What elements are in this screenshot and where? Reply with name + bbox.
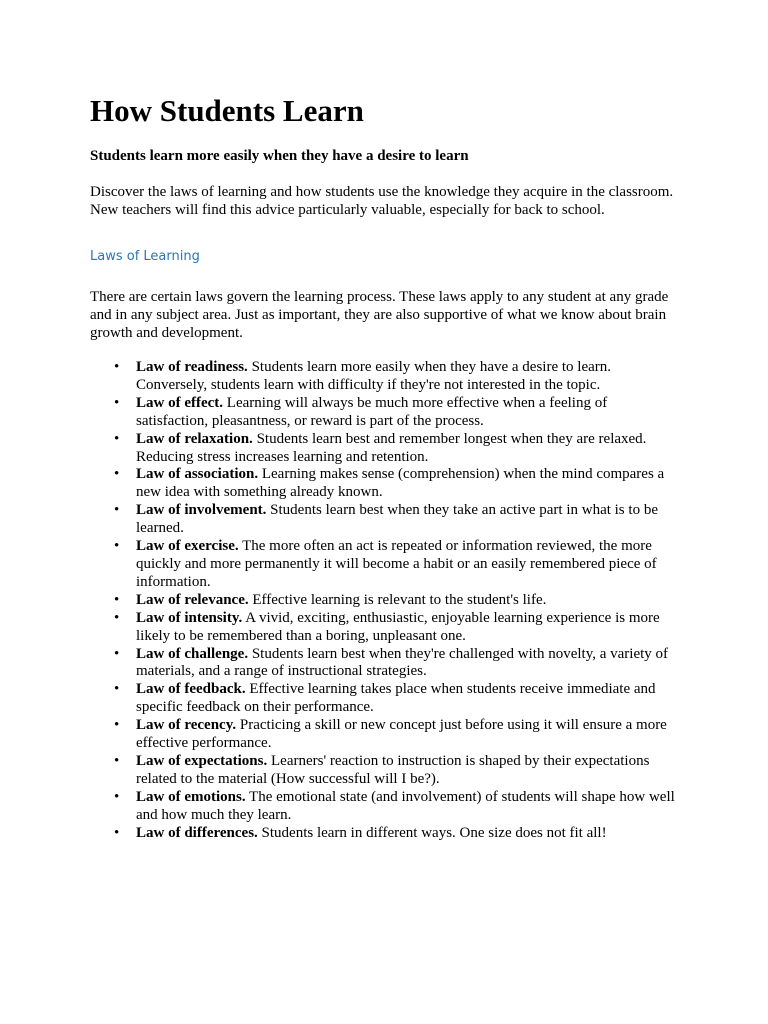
- bullet-icon: •: [114, 717, 120, 734]
- list-item: [90, 431, 690, 467]
- list-item: [90, 717, 690, 753]
- list-item-line: satisfaction, pleasantness, or reward is part of the process.: [136, 412, 484, 429]
- intro-line: New teachers will find this advice particularly valuable, especially for back to school.: [90, 202, 605, 218]
- law-name: Law of challenge.: [136, 645, 249, 662]
- list-item-line: new idea with something already known.: [136, 484, 383, 501]
- paragraph-line: and in any subject area. Just as important, they are also supportive of what we know about brain: [90, 307, 667, 323]
- section-heading: Laws of Learning: [90, 249, 200, 264]
- law-description: A vivid, exciting, enthusiastic, enjoyable learning experience is more: [242, 609, 660, 626]
- bullet-icon: •: [114, 430, 120, 447]
- law-description: Students learn more easily when they have a desire to learn.: [247, 359, 612, 375]
- list-item-line: [136, 789, 690, 807]
- page-title: How Students Learn: [90, 93, 364, 128]
- list-item-line: [136, 359, 690, 377]
- list-item: [90, 592, 690, 610]
- list-item-line: learned.: [136, 520, 184, 537]
- laws-list: [90, 359, 690, 842]
- law-description: Learning will always be much more effective when a feeling of: [223, 394, 608, 411]
- list-item-line: [136, 538, 690, 556]
- law-name: Law of feedback.: [136, 681, 246, 698]
- law-name: Law of emotions.: [136, 788, 246, 805]
- list-item-line: effective performance.: [136, 735, 272, 752]
- list-item-line: quickly and more permanently it will become a habit or an easily remembered piece of: [136, 555, 657, 572]
- law-name: Law of readiness.: [136, 359, 248, 375]
- list-item-line: and how much they learn.: [136, 806, 292, 823]
- list-item-line: [136, 825, 690, 843]
- law-name: Law of expectations.: [136, 752, 268, 769]
- paragraph-line: growth and development.: [90, 325, 243, 341]
- list-item: [90, 466, 690, 502]
- bullet-icon: •: [114, 752, 120, 769]
- bullet-icon: •: [114, 609, 120, 626]
- list-item-line: likely to be remembered than a boring, unpleasant one.: [136, 627, 466, 644]
- bullet-icon: •: [114, 824, 120, 841]
- law-description: Students learn best when they're challenged with novelty, a variety of: [248, 645, 669, 662]
- list-item-line: information.: [136, 573, 211, 590]
- bullet-icon: •: [114, 394, 120, 411]
- intro-line: Discover the laws of learning and how students use the knowledge they acquire in the classroom.: [90, 184, 674, 200]
- law-name: Law of exercise.: [136, 538, 239, 555]
- list-item-line: [136, 466, 690, 484]
- list-item: [90, 825, 690, 843]
- bullet-icon: •: [114, 591, 120, 608]
- list-item: [90, 646, 690, 682]
- law-description: Practicing a skill or new concept just before using it will ensure a more: [236, 717, 667, 734]
- list-item: [90, 502, 690, 538]
- law-description: The emotional state (and involvement) of students will shape how well: [245, 788, 675, 805]
- law-name: Law of relaxation.: [136, 430, 253, 447]
- law-name: Law of recency.: [136, 717, 237, 734]
- bullet-icon: •: [114, 645, 120, 662]
- page-subtitle: Students learn more easily when they have a desire to learn: [90, 148, 469, 164]
- list-item: [90, 395, 690, 431]
- bullet-icon: •: [114, 502, 120, 519]
- law-name: Law of intensity.: [136, 609, 243, 626]
- law-name: Law of relevance.: [136, 591, 249, 608]
- section-paragraph: [90, 288, 690, 342]
- bullet-icon: •: [114, 681, 120, 698]
- law-name: Law of differences.: [136, 824, 258, 841]
- paragraph-line: There are certain laws govern the learning process. These laws apply to any student at any grade: [90, 289, 669, 305]
- list-item: [90, 538, 690, 592]
- bullet-icon: •: [114, 788, 120, 805]
- law-description: Students learn in different ways. One size does not fit all!: [257, 824, 607, 841]
- list-item-line: [136, 717, 690, 735]
- law-description: Effective learning takes place when students receive immediate and: [245, 681, 656, 698]
- law-name: Law of involvement.: [136, 502, 267, 519]
- bullet-icon: •: [114, 359, 120, 375]
- list-item: [90, 610, 690, 646]
- list-item-line: Reducing stress increases learning and retention.: [136, 448, 429, 465]
- law-description: Learners' reaction to instruction is shaped by their expectations: [267, 752, 650, 769]
- list-item-line: [136, 395, 690, 413]
- law-description: Effective learning is relevant to the student's life.: [248, 591, 547, 608]
- list-item-line: [136, 431, 690, 449]
- list-item-line: [136, 681, 690, 699]
- bullet-icon: •: [114, 466, 120, 483]
- intro-paragraph: [90, 183, 690, 219]
- bullet-icon: •: [114, 538, 120, 555]
- list-item: [90, 753, 690, 789]
- law-name: Law of association.: [136, 466, 259, 483]
- law-name: Law of effect.: [136, 394, 224, 411]
- law-description: Students learn best when they take an active part in what is to be: [266, 502, 658, 519]
- list-item: [90, 359, 690, 395]
- list-item-line: [136, 753, 690, 771]
- law-description: The more often an act is repeated or information reviewed, the more: [238, 538, 652, 555]
- list-item-line: materials, and a range of instructional strategies.: [136, 663, 427, 680]
- list-item-line: [136, 610, 690, 628]
- list-item: [90, 681, 690, 717]
- list-item-line: related to the material (How successful will I be?).: [136, 770, 440, 787]
- list-item-line: specific feedback on their performance.: [136, 699, 374, 716]
- list-item-line: [136, 502, 690, 520]
- law-description: Students learn best and remember longest when they are relaxed.: [252, 430, 647, 447]
- list-item-line: [136, 646, 690, 664]
- list-item-line: [136, 592, 690, 610]
- law-description: Learning makes sense (comprehension) when the mind compares a: [258, 466, 665, 483]
- list-item-line: Conversely, students learn with difficulty if they're not interested in the topic.: [136, 376, 601, 393]
- list-item: [90, 789, 690, 825]
